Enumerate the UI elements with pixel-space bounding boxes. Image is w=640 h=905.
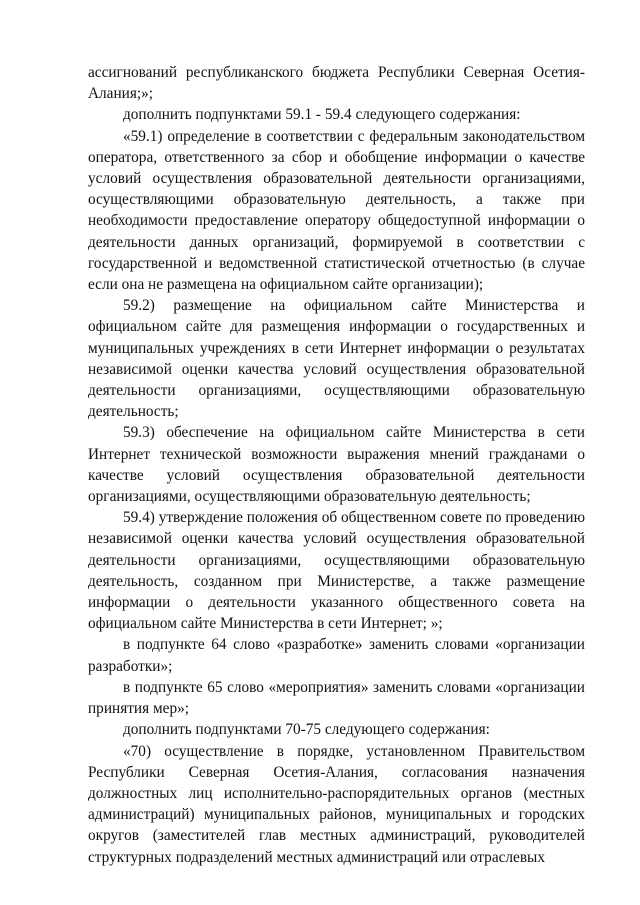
paragraph-10: «70) осуществление в порядке, установленном Правительством Республики Северная Осетия-Алания, согласования назначения должностных лиц исполнительно-распорядительных органов (местных администраций) муниципальных районов, муниципальных и городских округов (заместителей глав местных администраций, руководителей структурных подразделений местных администраций или отраслевых [88,742,585,866]
document-page [88,62,585,868]
paragraph-5: 59.3) обеспечение на официальном сайте Министерства в сети Интернет технической возможности выражения мнений гражданами о качестве условий осуществления образовательной деятельности организациями, осуществляющими образовательную деятельность; [88,424,585,506]
paragraph-2: дополнить подпунктами 59.1 - 59.4 следующего содержания: [123,106,521,124]
paragraph-3: «59.1) определение в соответствии с федеральным законодательством оператора, ответственного за сбор и обобщение информации о качестве условий осуществления образовательной деятельности организациями, осуществляющими образовательную деятельность, а также при необходимости предоставление оператору общедоступной информации о деятельности данных организаций, формируемой в соответствии с государственной и ведомственной статистической отчетностью (в случае если она не размещена на официальном сайте организации); [88,127,585,294]
paragraph-7: в подпункте 64 слово «разработке» заменить словами «организации разработки»; [88,636,585,675]
paragraph-8: в подпункте 65 слово «мероприятия» заменить словами «организации принятия мер»; [88,678,585,718]
paragraph-6: 59.4) утверждение положения об общественном совете по проведению независимой оценки качества условий осуществления образовательной деятельности организациями, осуществляющими образовательную деятельность, созданном при Министерстве, а также размещение информации о деятельности указанного общественного совета на официальном сайте Министерства в сети Интернет; »; [88,509,585,633]
paragraph-1: ассигнований республиканского бюджета Республики Северная Осетия-Алания;»; [88,64,585,103]
paragraph-4: 59.2) размещение на официальном сайте Министерства и официальном сайте для размещения информации о государственных и муниципальных учреждениях в сети Интернет информации о результатах независимой оценки качества условий осуществления образовательной деятельности организациями, осуществляющими образовательную деятельность; [88,297,585,421]
paragraph-9: дополнить подпунктами 70-75 следующего содержания: [123,721,490,739]
